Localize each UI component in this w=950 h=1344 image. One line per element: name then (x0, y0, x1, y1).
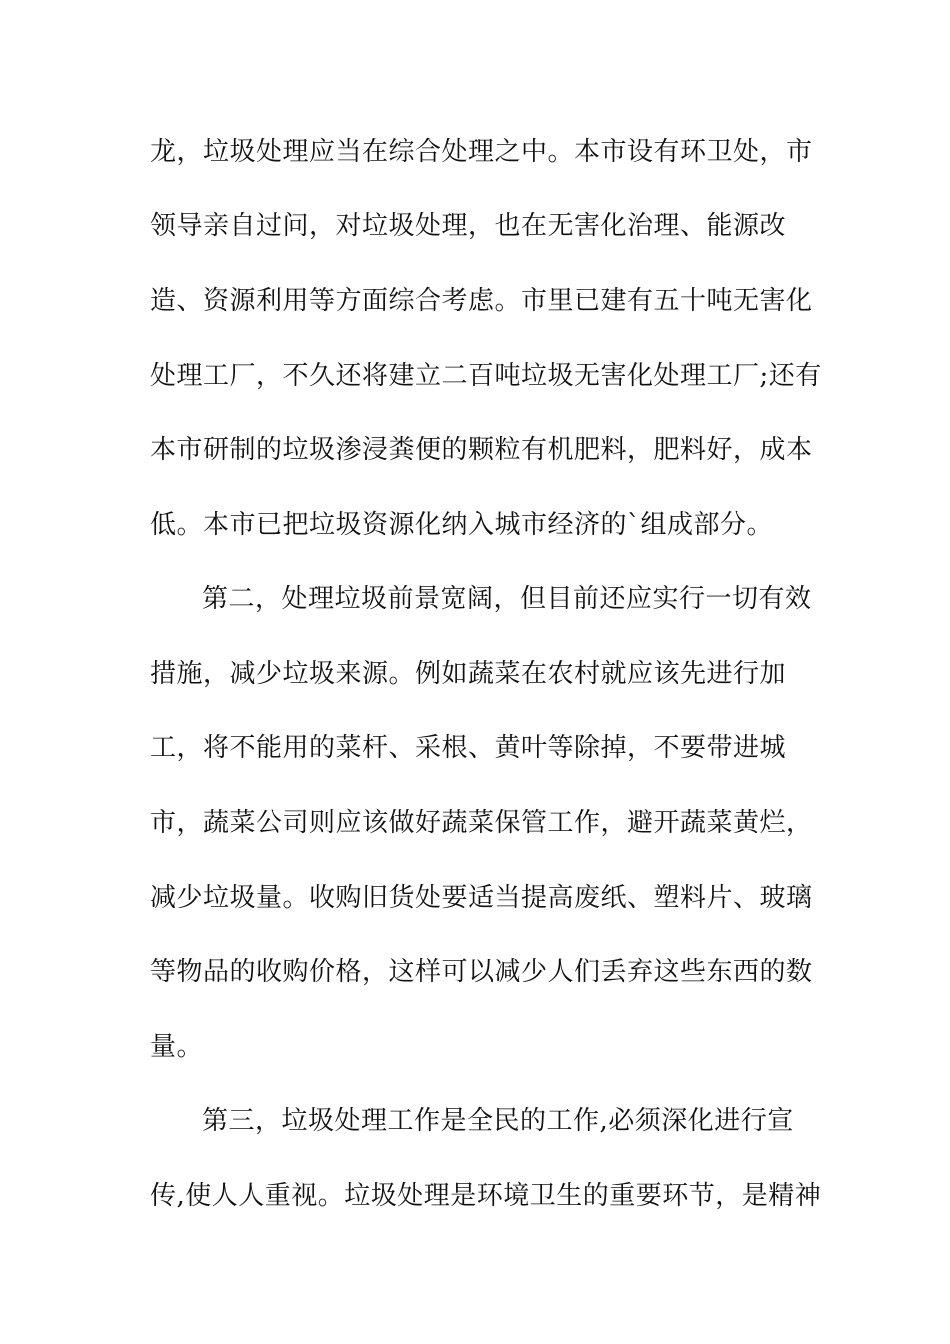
text-line: 减少垃圾量。收购旧货处要适当提高废纸、塑料片、玻璃 (150, 883, 813, 913)
text-line: 措施，减少垃圾来源。例如蔬菜在农村就应该先进行加 (150, 659, 787, 689)
text-line: 工，将不能用的菜杆、采根、黄叶等除掉，不要带进城 (150, 733, 787, 763)
text-line: 量。 (150, 1032, 204, 1062)
text-line: 领导亲自过问，对垃圾处理，也在无害化治理、能源改 (150, 211, 787, 241)
text-line: 等物品的收购价格，这样可以减少人们丢弃这些东西的数 (150, 957, 813, 987)
paragraph-first-line: 第三，垃圾处理工作是全民的工作,必须深化进行宣 (202, 1106, 794, 1136)
text-line: 低。本市已把垃圾资源化纳入城市经济的`组成部分。 (150, 510, 774, 540)
text-line: 市，蔬菜公司则应该做好蔬菜保管工作，避开蔬菜黄烂， (150, 808, 813, 838)
text-line: 造、资源利用等方面综合考虑。市里已建有五十吨无害化 (150, 286, 813, 316)
text-line: 本市研制的垃圾渗浸粪便的颗粒有机肥料，肥料好，成本 (150, 435, 813, 465)
text-line: 传,使人人重视。垃圾处理是环境卫生的重要环节，是精神 (150, 1181, 822, 1211)
text-line: 龙，垃圾处理应当在综合处理之中。本市设有环卫处，市 (150, 137, 813, 167)
text-line: 处理工厂，不久还将建立二百吨垃圾无害化处理工厂;还有 (150, 361, 822, 391)
paragraph-first-line: 第二，处理垃圾前景宽阔，但目前还应实行一切有效 (202, 584, 812, 614)
